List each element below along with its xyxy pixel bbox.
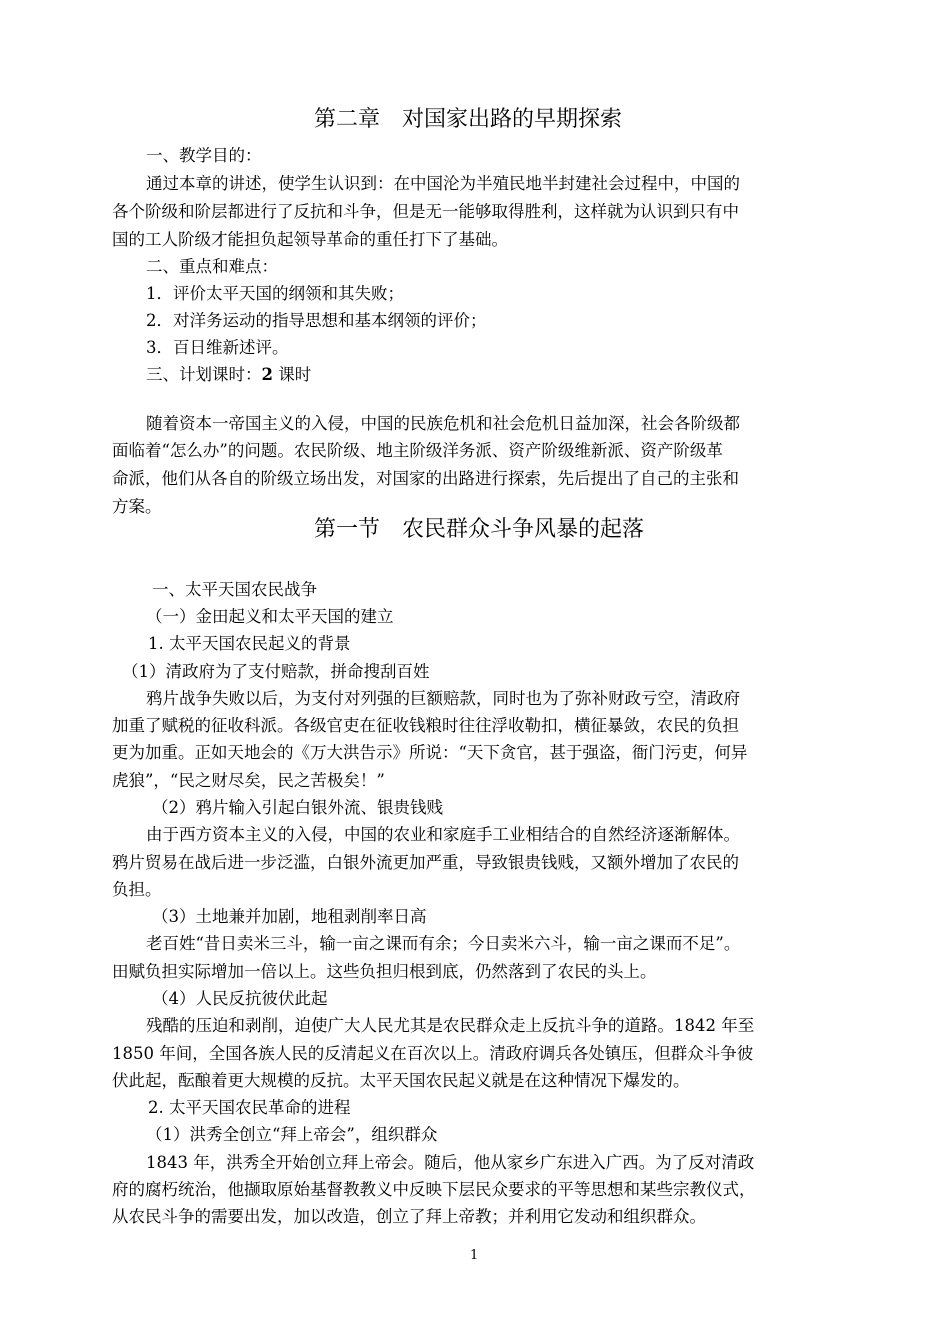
key-heading: 二、重点和难点： — [146, 257, 278, 276]
body-line: 更为加重。正如天地会的《万大洪告示》所说：“天下贪官，甚于强盗，衙门污吏，何异 — [112, 743, 748, 762]
point-heading: （3）土地兼并加剧，地租剥削率日高 — [152, 907, 427, 926]
intro-line: 面临着“怎么办”的问题。农民阶级、地主阶级洋务派、资产阶级维新派、资产阶级革 — [112, 441, 723, 460]
intro-line: 随着资本一帝国主义的入侵，中国的民族危机和社会危机日益加深，社会各阶级都 — [146, 414, 740, 433]
body-line: 残酷的压迫和剥削，迫使广大人民尤其是农民群众走上反抗斗争的道路。1842 年至 — [146, 1016, 755, 1035]
body-line: 1850 年间，全国各族人民的反清起义在百次以上。清政府调兵各处镇压，但群众斗争彼 — [112, 1044, 754, 1063]
hours-label: 三、计划课时： — [146, 365, 262, 384]
objectives-line: 通过本章的讲述，使学生认识到：在中国沦为半殖民地半封建社会过程中，中国的 — [146, 174, 740, 193]
body-line: 负担。 — [112, 880, 162, 899]
body-line: 从农民斗争的需要出发，加以改造，创立了拜上帝教；并利用它发动和组织群众。 — [112, 1207, 706, 1226]
chapter-title: 第二章 对国家出路的早期探索 — [314, 107, 623, 132]
point-heading: （1）清政府为了支付赔款，拼命搜刮百姓 — [122, 662, 430, 681]
hours-line — [146, 364, 311, 386]
body-line: 府的腐朽统治，他撷取原始基督教教义中反映下层民众要求的平等思想和某些宗教仪式， — [112, 1180, 756, 1199]
body-line: 虎狼”，“民之财尽矣，民之苦极矣！” — [112, 771, 385, 790]
key-item: 1．评价太平天国的纲领和其失败； — [146, 284, 404, 303]
body-line: 由于西方资本主义的入侵，中国的农业和家庭手工业相结合的自然经济逐渐解体。 — [146, 825, 740, 844]
point-heading: （2）鸦片输入引起白银外流、银贵钱贱 — [152, 798, 443, 817]
key-item: 2．对洋务运动的指导思想和基本纲领的评价； — [146, 311, 487, 330]
objectives-line: 各个阶级和阶层都进行了反抗和斗争，但是无一能够取得胜利，这样就为认识到只有中 — [112, 202, 739, 221]
item-heading: 1. 太平天国农民起义的背景 — [148, 634, 351, 653]
body-line: 老百姓“昔日卖米三斗，输一亩之课而有余；今日卖米六斗，输一亩之课而不足”。 — [146, 934, 741, 953]
body-line: 鸦片贸易在战后进一步泛滥，白银外流更加严重，导致银贵钱贱，又额外增加了农民的 — [112, 853, 739, 872]
page-number: 1 — [470, 1248, 479, 1263]
body-line: 加重了赋税的征收科派。各级官吏在征收钱粮时往往浮收勒扣，横征暴敛，农民的负担 — [112, 716, 739, 735]
body-line: 伏此起，酝酿着更大规模的反抗。太平天国农民起义就是在这种情况下爆发的。 — [112, 1071, 690, 1090]
objectives-heading: 一、教学目的： — [146, 146, 262, 165]
body-line: 田赋负担实际增加一倍以上。这些负担归根到底，仍然落到了农民的头上。 — [112, 962, 657, 981]
point-heading: （4）人民反抗彼伏此起 — [152, 989, 328, 1008]
item-heading: 2. 太平天国农民革命的进程 — [148, 1098, 351, 1117]
hours-value: 2 — [261, 365, 273, 384]
key-item: 3．百日维新述评。 — [146, 338, 289, 357]
section-heading: 一、太平天国农民战争 — [152, 580, 317, 599]
subsection-heading: （一）金田起义和太平天国的建立 — [146, 607, 394, 626]
objectives-line: 国的工人阶级才能担负起领导革命的重任打下了基础。 — [112, 230, 508, 249]
intro-line: 方案。 — [112, 497, 162, 516]
section-title: 第一节 农民群众斗争风暴的起落 — [314, 517, 645, 542]
hours-unit: 课时 — [278, 365, 312, 384]
point-heading: （1）洪秀全创立“拜上帝会”，组织群众 — [146, 1125, 438, 1144]
body-line: 1843 年，洪秀全开始创立拜上帝会。随后，他从家乡广东进入广西。为了反对清政 — [146, 1153, 755, 1172]
body-line: 鸦片战争失败以后，为支付对列强的巨额赔款，同时也为了弥补财政亏空，清政府 — [146, 689, 740, 708]
intro-line: 命派，他们从各自的阶级立场出发，对国家的出路进行探索，先后提出了自己的主张和 — [112, 469, 739, 488]
